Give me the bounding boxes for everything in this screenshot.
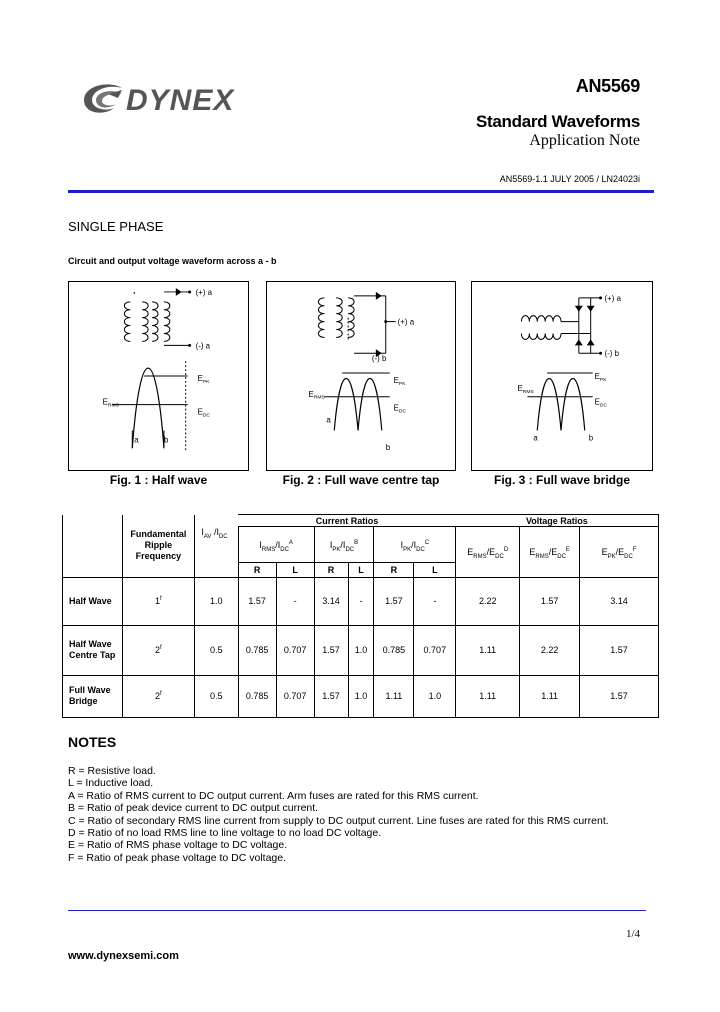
figure-1-label: Fig. 1 : Half wave [109,473,208,487]
svg-text:EDC: $E_{DC}$ [594,397,608,409]
figure-full-wave-centre-tap [266,281,456,471]
svg-text:ERMS: $E_{RMS}$ [308,389,325,401]
note-item: R = Resistive load. [68,765,156,777]
svg-text:a: a [533,433,538,443]
footer-rule [68,910,646,911]
ratio-table: Fundamental Ripple Frequency Current Ratios Voltage Ratios $I_{RMS}/I_{DC}^A$ $I_{PK}/I_{DC}^B$ $I_{PK}/I_{DC}^C$ $E_{RMS}/E_{DC}^D$ $E_{RMS}/E_{DC}^E$ $E_{PK}/E_{DC}^F$ R L R L R L $I_{AV}$ $/I_{DC}$ Half Wave 1$^f$ 1.0 1.57 - 3.14 - 1.57 - 2.22 1.57 3.14 Half Wave Centre Tap 2$^f$ 0.5 0.785 0.707 1.57 1.0 0.785 0.707 1.11 2.22 1.57 Full Wave Bridge 2$^f$ 0.5 0.785 0.707 1.57 1.0 1.11 1.0 1.11 1.11 1.57 [62,514,659,718]
svg-text:(-) a: (-) a [195,341,211,351]
erms-edc-d-header: $E_{RMS}/E_{DC}^D$ [456,527,520,577]
diode-icon [587,339,595,345]
section-heading: SINGLE PHASE [68,219,164,234]
notes-list [68,765,609,864]
row-label: Half Wave Centre Tap [63,625,123,675]
table-row: Full Wave Bridge 2$^f$ 0.5 0.785 0.707 1.57 1.0 1.11 1.0 1.11 1.11 1.57 [63,675,659,717]
diode-icon [587,306,595,312]
svg-text:b: b [588,433,594,443]
svg-text:a: a [326,415,331,425]
svg-text:ERMS: $E_{RMS}$ [102,397,119,409]
svg-text:(-) b: (-) b [371,354,387,364]
row-label: Half Wave [63,577,123,625]
diode-icon [575,339,583,345]
svg-text:EDC: $E_{DC}$ [393,403,407,415]
fundamental-header: Fundamental Ripple Frequency [122,515,194,577]
note-item: C = Ratio of secondary RMS line current from supply to DC output current. Line fuses are rated for this RMS current. [68,814,609,827]
document-title: Standard Waveforms [475,112,640,131]
svg-text:EDC: $E_{DC}$ [197,407,210,419]
svg-text:EPK: $E_{PK}$ [197,373,210,385]
row-label: Full Wave Bridge [63,675,123,717]
epk-edc-f-header: $E_{PK}/E_{DC}^F$ [580,527,659,577]
note-item: E = Ratio of RMS phase voltage to DC voltage. [68,839,288,852]
dynex-logo [78,76,278,122]
diode-icon [376,292,382,300]
document-reference: AN5569-1.1 JULY 2005 / LN24023i [499,174,640,184]
svg-text:EPK: $E_{PK}$ [594,371,607,383]
figure-3-label: Fig. 3 : Full wave bridge [493,473,631,487]
document-subtitle: Application Note [529,132,640,149]
svg-text:ERMS: $E_{RMS}$ [517,383,534,395]
irms-header: $I_{RMS}/I_{DC}^A$ [238,527,314,563]
figure-2-label: Fig. 2 : Full wave centre tap [282,473,440,487]
figure-half-wave [68,281,249,471]
iav-header: $I_{AV}$ $/I_{DC}$ [201,526,228,540]
logo-swirl-icon [84,84,122,112]
table-row: Half Wave 1$^f$ 1.0 1.57 - 3.14 - 1.57 - 2.22 1.57 3.14 [63,577,659,625]
diode-icon [575,306,583,312]
note-item: A = Ratio of RMS current to DC output current. Arm fuses are rated for this RMS current. [68,789,479,802]
header-rule [68,190,654,193]
svg-text:(+) a: (+) a [195,287,213,297]
circuit-caption: Circuit and output voltage waveform across a - b [68,256,277,266]
svg-text:EPK: $E_{PK}$ [393,375,406,387]
notes-heading: NOTES [68,734,117,750]
page-number: 1/4 [625,928,640,940]
svg-text:(+) a: (+) a [397,317,415,327]
figure-full-wave-bridge [471,281,653,471]
note-item: D = Ratio of no load RMS line to line voltage to no load DC voltage. [68,827,382,840]
ipk-line-header: $I_{PK}/I_{DC}^C$ [374,527,456,563]
website-link[interactable]: www.dynexsemi.com [68,950,179,962]
svg-text:a: a [134,435,139,445]
ipk-header: $I_{PK}/I_{DC}^B$ [314,527,374,563]
logo-wordmark: DYNEX [126,84,235,117]
note-item: B = Ratio of peak device current to DC output current. [68,802,319,815]
note-item: F = Ratio of peak phase voltage to DC voltage. [68,851,287,864]
document-id: AN5569 [575,76,640,96]
note-item: L = Inductive load. [68,777,154,790]
svg-text:(+) a: (+) a [604,293,622,303]
svg-text:b: b [385,443,391,453]
svg-text:(-) b: (-) b [604,349,620,359]
svg-text:b: b [163,435,169,445]
erms-edc-e-header: $E_{RMS}/E_{DC}^E$ [520,527,580,577]
table-row: Half Wave Centre Tap 2$^f$ 0.5 0.785 0.707 1.57 1.0 0.785 0.707 1.11 2.22 1.57 [63,625,659,675]
voltage-ratios-header: Voltage Ratios [456,515,659,527]
current-ratios-header: Current Ratios [238,515,456,527]
diode-icon [176,288,182,296]
